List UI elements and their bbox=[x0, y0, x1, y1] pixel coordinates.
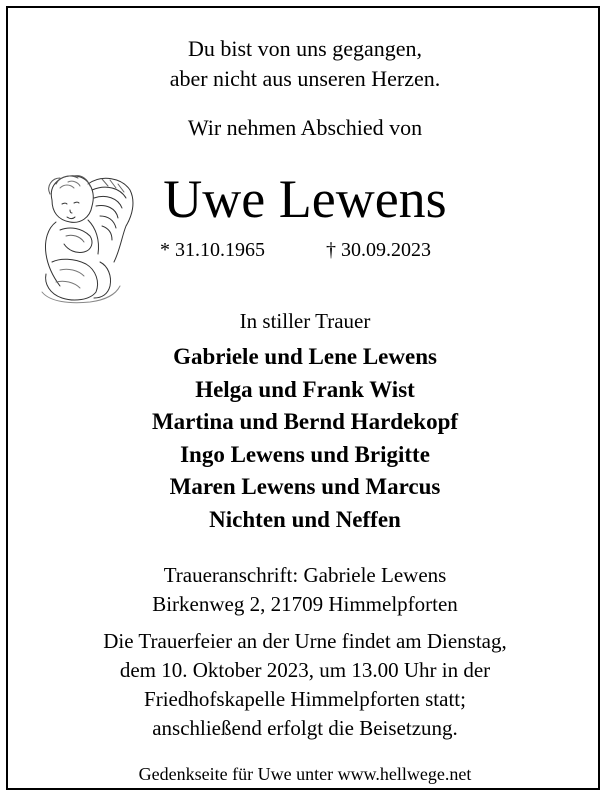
ceremony-line-1: Die Trauerfeier an der Urne findet am Dienstag, bbox=[103, 629, 507, 653]
ceremony-info bbox=[0, 627, 610, 743]
mourner-line: Gabriele und Lene Lewens bbox=[173, 344, 437, 369]
birth-date: * 31.10.1965 bbox=[160, 239, 265, 261]
verse bbox=[0, 34, 610, 94]
address-line-1: Traueranschrift: Gabriele Lewens bbox=[163, 563, 447, 587]
death-date: † 30.09.2023 bbox=[326, 239, 431, 261]
mourner-line: Nichten und Neffen bbox=[209, 506, 401, 532]
mourning-address bbox=[0, 561, 610, 619]
ceremony-line-4: anschließend erfolgt die Beisetzung. bbox=[152, 716, 458, 740]
mourner-line: Maren Lewens und Marcus bbox=[169, 474, 441, 499]
ceremony-line-3: Friedhofskapelle Himmelpforten statt; bbox=[144, 687, 466, 711]
mourner-line: Martina und Bernd Hardekopf bbox=[151, 409, 459, 434]
mourner-line: Helga und Frank Wist bbox=[195, 376, 415, 402]
address-line-2: Birkenweg 2, 21709 Himmelpforten bbox=[152, 592, 458, 616]
mourner-line: Ingo Lewens und Brigitte bbox=[180, 441, 430, 467]
life-dates bbox=[160, 236, 431, 264]
verse-line-1: Du bist von uns gegangen, bbox=[187, 36, 423, 61]
intro-text: Wir nehmen Abschied von bbox=[187, 115, 423, 140]
verse-line-2: aber nicht aus unseren Herzen. bbox=[169, 66, 441, 91]
mourners-list bbox=[0, 341, 610, 536]
ceremony-line-2: dem 10. Oktober 2023, um 13.00 Uhr in der bbox=[119, 658, 491, 682]
memorial-page-link[interactable]: Gedenkseite für Uwe unter www.hellwege.net bbox=[138, 764, 472, 784]
deceased-name: Uwe Lewens bbox=[163, 169, 447, 229]
mourning-label: In stiller Trauer bbox=[239, 309, 371, 333]
